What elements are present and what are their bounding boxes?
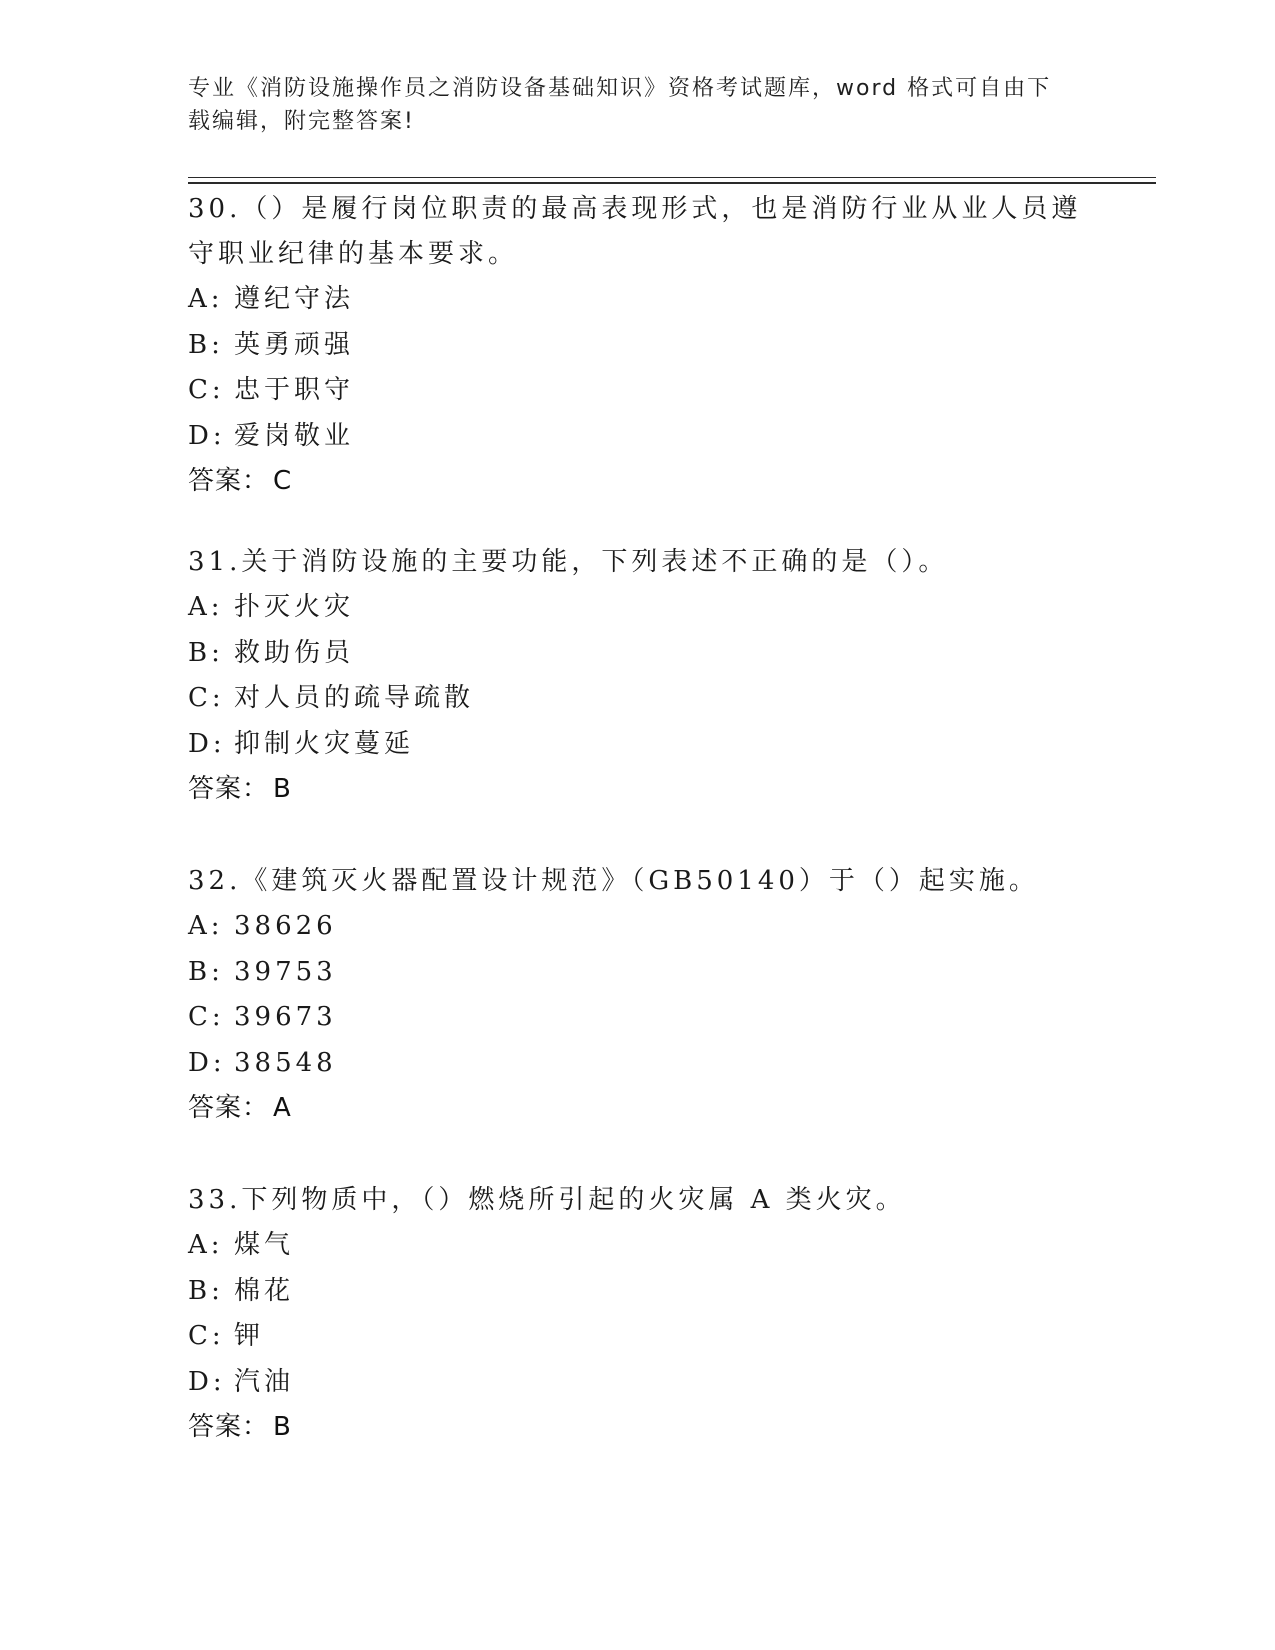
header-divider-thick	[188, 182, 1156, 184]
option-letter: A:	[188, 592, 224, 622]
option-text: 钾	[234, 1321, 265, 1351]
option-b	[188, 323, 1088, 369]
option-letter: C:	[188, 1002, 225, 1032]
answer-label: 答案：	[188, 774, 270, 804]
option-letter: A:	[188, 284, 224, 314]
answer-line	[188, 1086, 1088, 1131]
option-a	[188, 585, 1088, 631]
question-stem: 32.《建筑灭火器配置设计规范》（GB50140）于（）起实施。	[188, 866, 1039, 896]
option-letter: C:	[188, 683, 225, 713]
option-text: 扑灭火灾	[234, 592, 355, 622]
question-33	[188, 1178, 1088, 1450]
answer-label: 答案：	[188, 1093, 270, 1123]
option-letter: D:	[188, 728, 226, 759]
option-c	[188, 676, 1088, 722]
option-b	[188, 950, 1088, 996]
option-text: 对人员的疏导疏散	[234, 683, 475, 713]
option-c	[188, 995, 1088, 1041]
option-d	[188, 414, 1088, 460]
option-text: 救助伤员	[234, 637, 355, 668]
option-b	[188, 631, 1088, 677]
option-text: 忠于职守	[234, 375, 355, 405]
answer-line	[188, 767, 1088, 812]
question-31	[188, 540, 1088, 812]
answer-label: 答案：	[188, 466, 270, 496]
answer-value: B	[273, 774, 292, 804]
question-stem: 31.关于消防设施的主要功能，下列表述不正确的是（）。	[188, 547, 949, 577]
option-letter: C:	[188, 1321, 225, 1351]
option-text: 39753	[234, 956, 337, 987]
question-32	[188, 859, 1088, 1131]
header-divider-thin	[188, 177, 1156, 178]
option-letter: C:	[188, 375, 225, 405]
option-text: 遵纪守法	[234, 284, 355, 314]
option-letter: D:	[188, 1366, 226, 1397]
option-letter: D:	[188, 420, 226, 451]
option-c	[188, 1314, 1088, 1360]
option-a	[188, 1223, 1088, 1269]
option-text: 38548	[234, 1047, 337, 1078]
option-text: 抑制火灾蔓延	[234, 728, 415, 759]
option-letter: A:	[188, 911, 224, 941]
option-letter: B:	[188, 956, 224, 987]
answer-label: 答案：	[188, 1412, 270, 1442]
option-c	[188, 368, 1088, 414]
option-letter: B:	[188, 637, 224, 668]
option-text: 汽油	[234, 1366, 295, 1397]
question-stem: 33.下列物质中，（）燃烧所引起的火灾属 A 类火灾。	[188, 1185, 906, 1215]
answer-value: A	[273, 1093, 292, 1123]
answer-value: C	[273, 466, 293, 496]
question-stem: 30.（）是履行岗位职责的最高表现形式，也是消防行业从业人员遵守职业纪律的基本要求。	[188, 194, 1082, 269]
option-d	[188, 722, 1088, 768]
option-text: 38626	[234, 911, 337, 941]
question-30	[188, 187, 1088, 504]
option-a	[188, 277, 1088, 323]
option-text: 39673	[234, 1002, 337, 1032]
answer-line	[188, 459, 1088, 504]
option-d	[188, 1360, 1088, 1406]
answer-line	[188, 1405, 1088, 1450]
option-letter: A:	[188, 1230, 224, 1260]
option-a	[188, 904, 1088, 950]
option-letter: B:	[188, 1275, 224, 1306]
option-text: 爱岗敬业	[234, 420, 355, 451]
document-header: 专业《消防设施操作员之消防设备基础知识》资格考试题库，word 格式可自由下载编辑，附完整答案!	[188, 76, 1052, 134]
answer-value: B	[273, 1412, 292, 1442]
option-letter: D:	[188, 1047, 226, 1078]
option-d	[188, 1041, 1088, 1087]
option-b	[188, 1269, 1088, 1315]
option-text: 英勇顽强	[234, 329, 355, 360]
option-text: 煤气	[234, 1230, 295, 1260]
option-text: 棉花	[234, 1275, 295, 1306]
option-letter: B:	[188, 329, 224, 360]
